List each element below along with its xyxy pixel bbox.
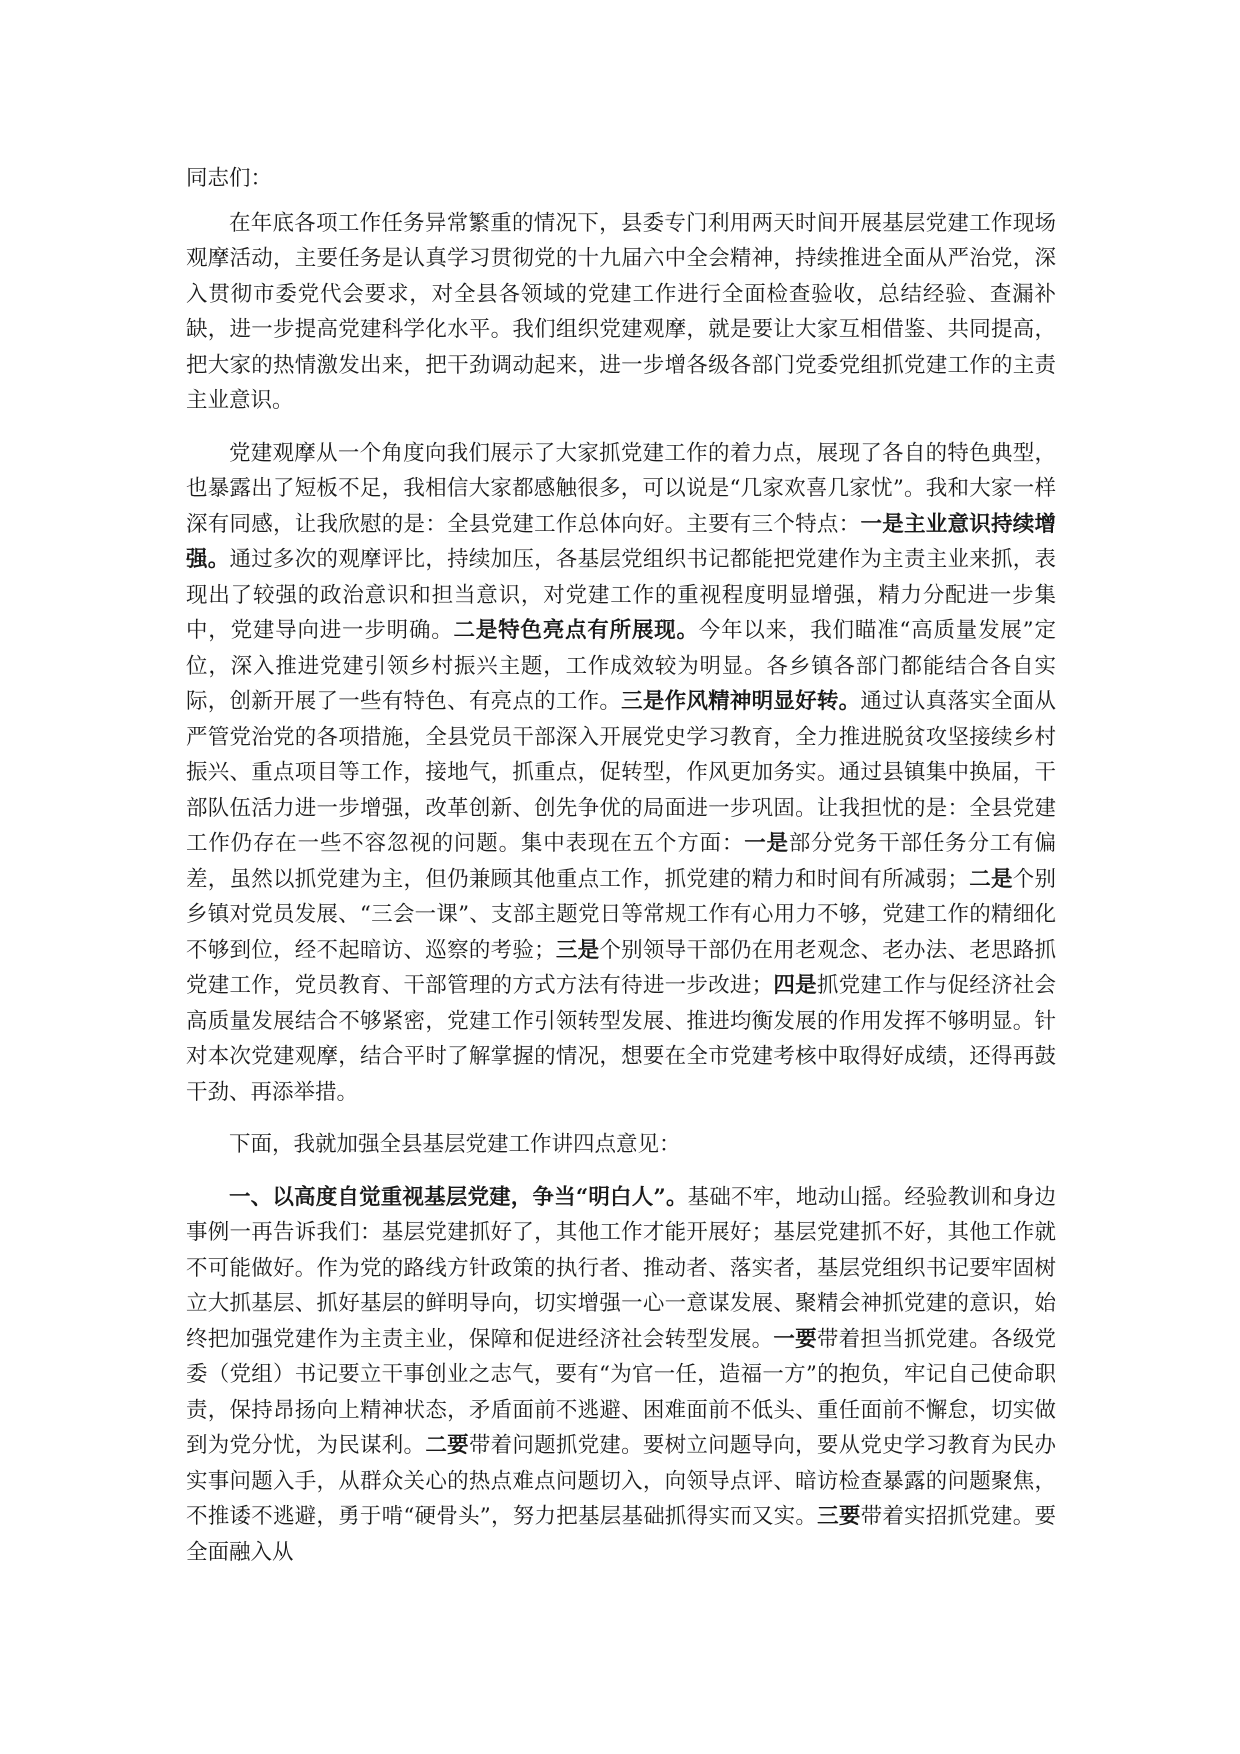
bold-point-heading: 一是	[744, 831, 789, 856]
bold-point-heading: 三是作风精神明显好转。	[621, 689, 861, 714]
paragraph-section-one	[186, 1180, 1056, 1571]
paragraph-observation-review	[186, 436, 1056, 1111]
paragraph-text: 今年以来，我们瞄准“高质量发展”定位，深入推进党建引领乡村振兴主题，工作成效较为明显。各乡镇各部门都能结合各自实际，创新开展了一些有特色、有亮点的工作。	[186, 618, 1056, 714]
bold-point-heading: 二是特色亮点有所展现。	[453, 618, 699, 643]
bold-point-heading: 二要	[425, 1433, 469, 1458]
paragraph-text: 带着问题抓党建。要树立问题导向，要从党史学习教育为民办实事问题入手，从群众关心的热点难点问题切入，向领导点评、暗访检查暴露的问题聚焦，不推诿不逃避，勇于啃“硬骨头”，努力把基层基础抓得实而又实。	[186, 1433, 1056, 1529]
paragraph-text: 个别乡镇对党员发展、“三会一课”、支部主题党日等常规工作有心用力不够，党建工作的精细化不够到位，经不起暗访、巡察的考验；	[186, 866, 1056, 963]
bold-point-heading: 二是	[968, 866, 1013, 892]
bold-point-heading: 三要	[817, 1504, 861, 1529]
salutation: 同志们：	[186, 166, 273, 191]
paragraph-text: 带着实招抓党建。要全面融入从	[186, 1504, 1056, 1565]
paragraph-text: 基础不牢，地动山摇。经验教训和身边事例一再告诉我们：基层党建抓好了，其他工作才能开展好；基层党建抓不好，其他工作就不可能做好。作为党的路线方针政策的执行者、推动者、落实者，基层党组织书记要牢固树立大抓基层、抓好基层的鲜明导向，切实增强一心一意谋发展、聚精会神抓党建的意识，始终把加强党建作为主责主业，保障和促进经济社会转型发展。	[186, 1184, 1056, 1352]
paragraph-text: 在年底各项工作任务异常繁重的情况下，县委专门利用两天时间开展基层党建工作现场观摩活动，主要任务是认真学习贯彻党的十九届六中全会精神，持续推进全面从严治党，深入贯彻市委党代会要求，对全县各领域的党建工作进行全面检查验收，总结经验、查漏补缺，进一步提高党建科学化水平。我们组织党建观摩，就是要让大家互相借鉴、共同提高，把大家的热情激发出来，把干劲调动起来，进一步增各级各部门党委党组抓党建工作的主责主业意识。	[186, 210, 1056, 413]
paragraph-text: 通过多次的观摩评比，持续加压，各基层党组织书记都能把党建作为主责主业来抓，表现出了较强的政治意识和担当意识，对党建工作的重视程度明显增强，精力分配进一步集中，党建导向进一步明确。	[186, 547, 1056, 643]
paragraph-text: 带着担当抓党建。各级党委（党组）书记要立干事创业之志气，要有“为官一任，造福一方”的抱负，牢记自己使命职责，保持昂扬向上精神状态，矛盾面前不逃避、困难面前不低头、重任面前不懈怠，切实做到为党分忧，为民谋利。	[186, 1326, 1056, 1458]
paragraph-text: 下面，我就加强全县基层党建工作讲四点意见：	[229, 1132, 681, 1157]
section-heading: 一、以高度自觉重视基层党建，争当“明白人”。	[229, 1184, 688, 1210]
bold-point-heading: 三是	[555, 937, 600, 963]
paragraph-transition	[186, 1127, 1056, 1163]
bold-point-heading: 一是主业意识持续增强。	[186, 511, 1056, 572]
paragraph-text: 党建观摩从一个角度向我们展示了大家抓党建工作的着力点，展现了各自的特色典型，也暴露出了短板不足，我相信大家都感触很多，可以说是“几家欢喜几家忧”。我和大家一样深有同感，让我欣慰的是：全县党建工作总体向好。主要有三个特点：	[186, 440, 1056, 537]
bold-point-heading: 一要	[773, 1326, 817, 1352]
paragraph-intro	[186, 206, 1056, 419]
paragraph-text: 通过认真落实全面从严管党治党的各项措施，全县党员干部深入开展党史学习教育，全力推进脱贫攻坚接续乡村振兴、重点项目等工作，接地气，抓重点，促转型，作风更加务实。通过县镇集中换届，干部队伍活力进一步增强，改革创新、创先争优的局面进一步巩固。让我担忧的是：全县党建工作仍存在一些不容忽视的问题。集中表现在五个方面：	[186, 689, 1056, 856]
speech-body	[186, 161, 1056, 1570]
paragraph-text: 部分党务干部任务分工有偏差，虽然以抓党建为主，但仍兼顾其他重点工作，抓党建的精力和时间有所减弱；	[186, 831, 1056, 892]
paragraph-text: 抓党建工作与促经济社会高质量发展结合不够紧密，党建工作引领转型发展、推进均衡发展的作用发挥不够明显。针对本次党建观摩，结合平时了解掌握的情况，想要在全市党建考核中取得好成绩，还得再鼓干劲、再添举措。	[186, 973, 1056, 1105]
paragraph-text: 个别领导干部仍在用老观念、老办法、老思路抓党建工作，党员教育、干部管理的方式方法有待进一步改进；	[186, 937, 1056, 998]
bold-point-heading: 四是	[773, 973, 817, 998]
